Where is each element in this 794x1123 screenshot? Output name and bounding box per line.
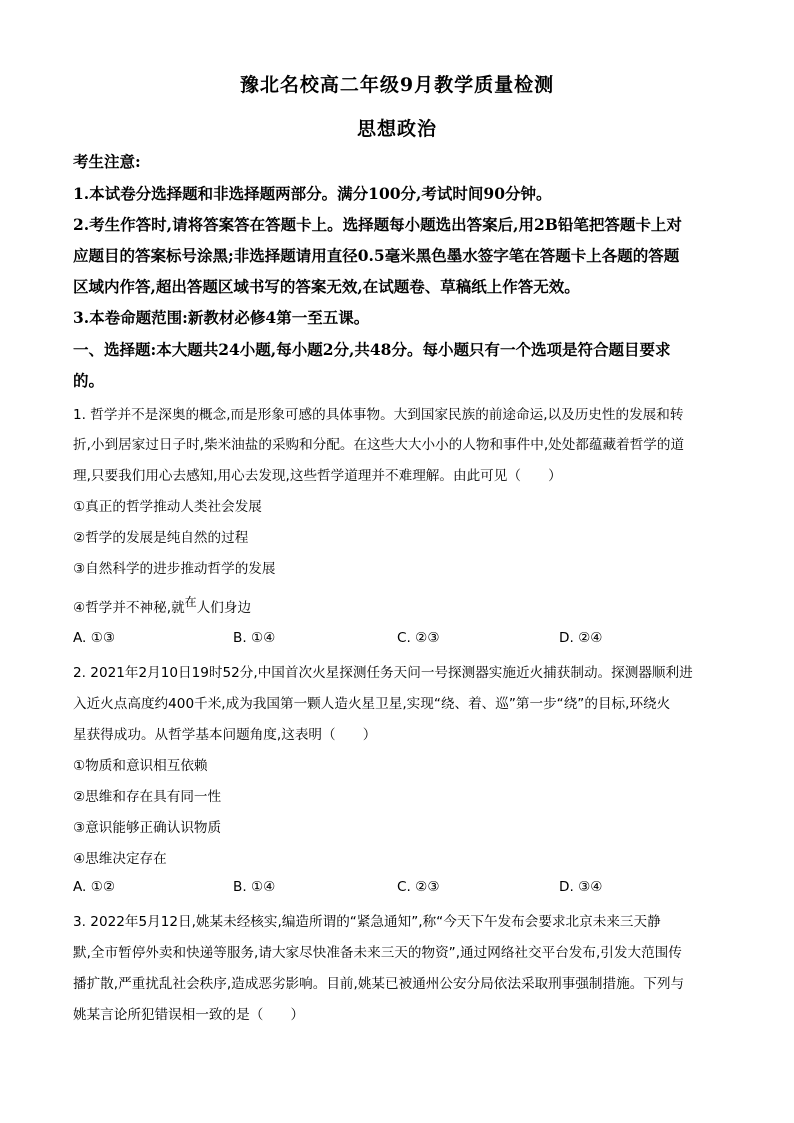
- notes-heading: 考生注意:: [73, 152, 141, 171]
- q1-statement-2: ②哲学的发展是纯自然的过程: [73, 530, 249, 546]
- q1-stem-line-1: 1. 哲学并不是深奥的概念,而是形象可感的具体事物。大到国家民族的前途命运,以及历史性的发展和转: [73, 407, 684, 423]
- q3-stem-line-2: 默,全市暂停外卖和快递等服务,请大家尽快准备未来三天的物资”,通过网络社交平台发布,引发大范围传: [73, 945, 682, 961]
- section-1-heading-line-1: 一、选择题:本大题共24小题,每小题2分,共48分。每小题只有一个选项是符合题目要求: [73, 340, 671, 359]
- notes-item-2-line-2: 应题目的答案标号涂黑;非选择题请用直径0.5毫米黑色墨水签字笔在答题卡上各题的答题: [73, 246, 680, 265]
- q1-option-c: C. ②③: [397, 630, 440, 646]
- q2-option-a: A. ①②: [73, 879, 116, 895]
- q1-statement-4-superscript: 在: [184, 595, 197, 609]
- q1-statement-3: ③自然科学的进步推动哲学的发展: [73, 561, 276, 577]
- q1-statement-4-part-a: ④哲学并不神秘,就: [73, 600, 185, 616]
- q1-statement-1: ①真正的哲学推动人类社会发展: [73, 499, 262, 515]
- q1-stem-line-2: 折,小到居家过日子时,柴米油盐的采购和分配。在这些大大小小的人物和事件中,处处都蕴藏着哲学的道: [73, 437, 685, 453]
- notes-item-1: 1.本试卷分选择题和非选择题两部分。满分100分,考试时间90分钟。: [73, 184, 552, 203]
- q2-option-b: B. ①④: [233, 879, 276, 895]
- q2-option-d: D. ③④: [559, 879, 603, 895]
- notes-item-2-line-3: 区域内作答,超出答题区域书写的答案无效,在试题卷、草稿纸上作答无效。: [73, 277, 580, 296]
- exam-subject: 思想政治: [356, 118, 437, 140]
- q2-option-c: C. ②③: [397, 879, 440, 895]
- q3-stem-line-1: 3. 2022年5月12日,姚某未经核实,编造所谓的“紧急通知”,称“今天下午发布会要求北京未来三天静: [73, 914, 661, 930]
- section-1-heading-line-2: 的。: [73, 371, 105, 390]
- q3-stem-line-3: 播扩散,严重扰乱社会秩序,造成恶劣影响。目前,姚某已被通州公安分局依法采取刑事强制措施。下列与: [73, 976, 685, 992]
- q2-stem-line-1: 2. 2021年2月10日19时52分,中国首次火星探测任务天问一号探测器实施近火捕获制动。探测器顺利进: [73, 665, 693, 681]
- q2-statement-2: ②思维和存在具有同一性: [73, 789, 222, 805]
- q2-statement-4: ④思维决定存在: [73, 851, 167, 867]
- q3-stem-line-4: 姚某言论所犯错误相一致的是（ ）: [73, 1007, 305, 1023]
- q2-statement-1: ①物质和意识相互依赖: [73, 758, 208, 774]
- q1-statement-4-part-b: 人们身边: [196, 600, 252, 616]
- notes-item-2-line-1: 2.考生作答时,请将答案答在答题卡上。选择题每小题选出答案后,用2B铅笔把答题卡上对: [73, 215, 682, 234]
- q1-statement-4: [73, 596, 251, 616]
- q2-stem-line-2: 入近火点高度约400千米,成为我国第一颗人造火星卫星,实现“绕、着、巡”第一步“绕”的目标,环绕火: [73, 696, 671, 712]
- exam-title: 豫北名校高二年级9月教学质量检测: [239, 74, 555, 96]
- notes-item-3: 3.本卷命题范围:新教材必修4第一至五课。: [73, 308, 370, 327]
- q2-stem-line-3: 星获得成功。从哲学基本问题角度,这表明（ ）: [73, 727, 377, 743]
- q1-option-d: D. ②④: [559, 630, 603, 646]
- q1-option-a: A. ①③: [73, 630, 116, 646]
- q2-statement-3: ③意识能够正确认识物质: [73, 820, 222, 836]
- q1-option-b: B. ①④: [233, 630, 276, 646]
- q1-stem-line-3: 理,只要我们用心去感知,用心去发现,这些哲学道理并不难理解。由此可见（ ）: [73, 468, 562, 484]
